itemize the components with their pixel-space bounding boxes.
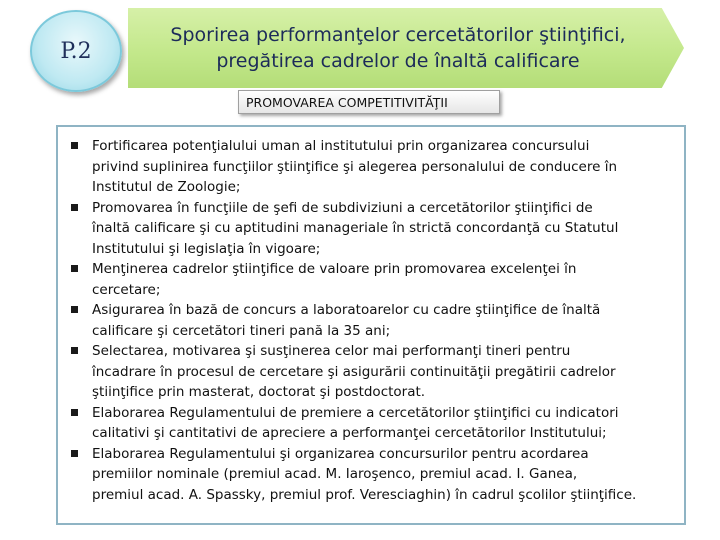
- square-bullet-icon: [71, 409, 78, 416]
- slide-number-badge: [30, 10, 122, 92]
- list-item-line: premiul acad. A. Spassky, premiul prof. Veresciaghin) în cadrul şcolilor ştiinţifice.: [92, 486, 637, 503]
- section-subtitle: PROMOVAREA COMPETITIVITĂŢII: [238, 90, 500, 114]
- list-item-line: ştiinţifice prin masterat, doctorat şi postdoctorat.: [92, 384, 426, 400]
- list-item-line: Promovarea în funcţiile de şefi de subdiviziuni a cercetătorilor ştiinţifici de: [92, 199, 593, 216]
- list-item: [66, 403, 678, 444]
- list-item-line: Menţinerea cadrelor ştiinţifice de valoare prin promovarea excelenţei în: [92, 261, 577, 277]
- list-item-line: premiilor nominale (premiul acad. M. Iaroşenco, premiul acad. I. Ganea,: [92, 466, 578, 482]
- list-item-line: Elaborarea Regulamentului de premiere a cercetătorilor ştiinţifici cu indicatori: [92, 404, 619, 421]
- square-bullet-icon: [71, 204, 78, 211]
- square-bullet-icon: [71, 347, 78, 354]
- content-box: [56, 125, 686, 525]
- square-bullet-icon: [71, 306, 78, 313]
- list-item: [66, 136, 678, 198]
- list-item-line: Fortificarea potenţialului uman al institutului prin organizarea concursului: [92, 138, 590, 154]
- list-item-line: Elaborarea Regulamentului şi organizarea concursurilor pentru acordarea: [92, 445, 589, 462]
- list-item: [66, 259, 678, 300]
- square-bullet-icon: [71, 265, 78, 272]
- title-line-2: pregătirea cadrelor de înaltă calificare: [216, 50, 580, 72]
- slide-number: P.2: [60, 38, 92, 64]
- page-title: [128, 10, 668, 86]
- square-bullet-icon: [71, 142, 78, 149]
- list-item-line: încadrare în procesul de cercetare şi asigurării continuităţii pregătirii cadrelor: [92, 363, 616, 380]
- list-item-line: calitativi şi cantitativi de apreciere a performanţei cercetătorilor Institutului;: [92, 425, 607, 441]
- title-line-1: Sporirea performanţelor cercetătorilor ştiinţifici,: [170, 24, 626, 46]
- list-item-line: calificare şi cercetători tineri pană la 35 ani;: [92, 322, 391, 339]
- list-item: [66, 341, 678, 403]
- list-item: [66, 198, 678, 260]
- list-item-line: Institutului şi legislaţia în vigoare;: [92, 240, 321, 257]
- list-item-line: Selectarea, motivarea şi susţinerea celor mai performanţi tineri pentru: [92, 343, 571, 359]
- list-item-line: cercetare;: [92, 281, 161, 298]
- list-item-line: privind suplinirea funcţiilor ştiinţifice şi alegerea personalului de conducere în: [92, 158, 618, 175]
- list-item: [66, 300, 678, 341]
- bullet-list: [66, 136, 678, 505]
- list-item-line: înaltă calificare şi cu aptitudini manageriale în strictă concordanţă cu Statutul: [92, 220, 619, 236]
- square-bullet-icon: [71, 450, 78, 457]
- list-item-line: Asigurarea în bază de concurs a laboratoarelor cu cadre ştiinţifice de înaltă: [92, 302, 601, 318]
- list-item: [66, 444, 678, 506]
- list-item-line: Institutul de Zoologie;: [92, 179, 241, 195]
